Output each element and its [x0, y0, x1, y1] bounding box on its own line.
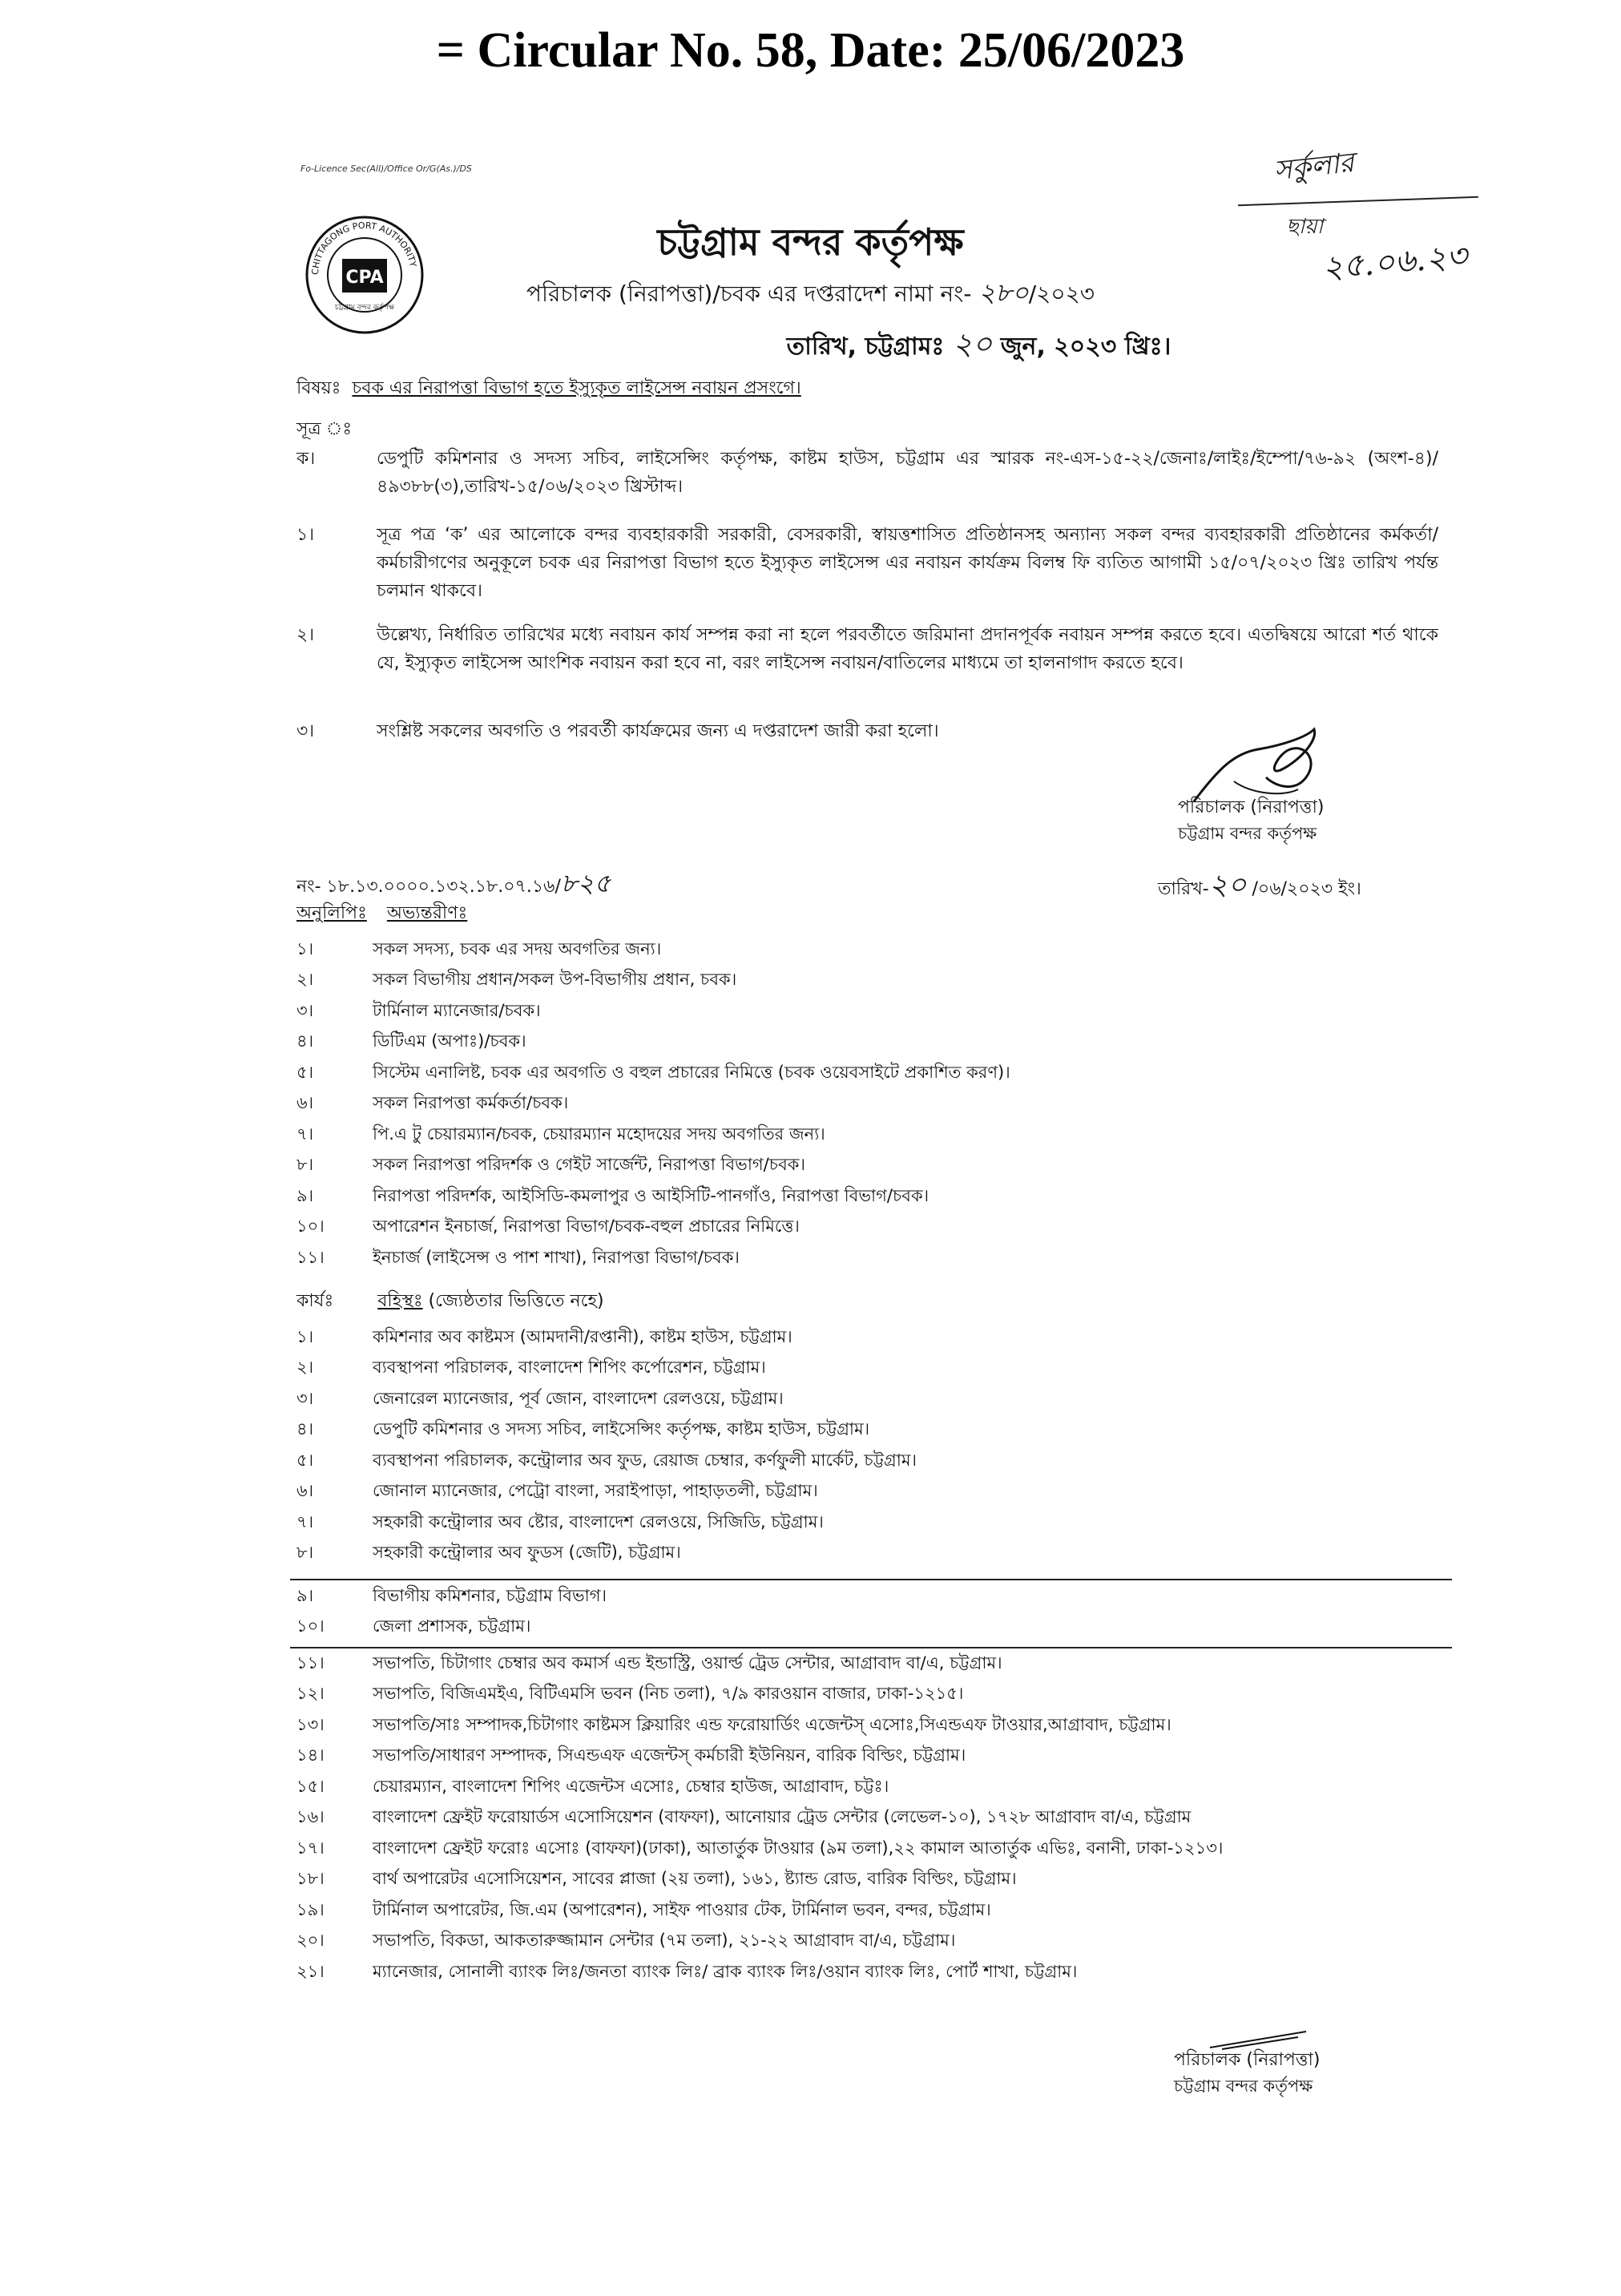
item-text: ম্যানেজার, সোনালী ব্যাংক লিঃ/জনতা ব্যাংক লিঃ/ ব্রাক ব্যাংক লিঃ/ওয়ান ব্যাংক লিঃ, পোর্ট শাখা, চট্টগ্রাম।	[373, 1961, 1078, 1981]
list-item	[296, 1680, 1458, 1711]
item-text: টার্মিনাল ম্যানেজার/চবক।	[373, 1000, 541, 1020]
item-text: ইনচার্জ (লাইসেন্স ও পাশ শাখা), নিরাপত্তা বিভাগ/চবক।	[373, 1247, 740, 1267]
paragraph-text: উল্লেখ্য, নির্ধারিত তারিখের মধ্যে নবায়ন কার্য সম্পন্ন করা না হলে পরবর্তীতে জরিমানা প্রদানপূর্বক নবায়ন সম্পন্ন করতে হবে। এতদ্বিষয়ে আরো শর্ত থাকে যে, ইস্যুকৃত লাইসেন্স আংশিক নবায়ন করা হবে না, বরং লাইসেন্স নবায়ন/বাতিলের মাধ্যমে তা হালনাগাদ করতে হবে।	[377, 625, 1438, 673]
date-prefix: তারিখ, চট্টগ্রামঃ	[786, 333, 953, 361]
item-text: চেয়ারম্যান, বাংলাদেশ শিপিং এজেন্টস এসোঃ, চেম্বার হাউজ, আগ্রাবাদ, চট্টঃ।	[373, 1776, 889, 1796]
item-number: ১৮।	[296, 1869, 325, 1889]
list-item	[296, 1243, 1458, 1274]
item-text: সকল বিভাগীয় প্রধান/সকল উপ-বিভাগীয় প্রধান, চবক।	[373, 970, 737, 990]
list-item	[296, 996, 1458, 1027]
list-item	[296, 1741, 1458, 1773]
item-text: বার্থ অপারেটর এসোসিয়েশন, সাবের প্লাজা (২য় তলা), ১৬১, ষ্ট্যান্ড রোড, বারিক বিল্ডিং, চট্টগ্রাম।	[373, 1869, 1017, 1889]
list-item	[296, 1027, 1458, 1059]
order-line-text: পরিচালক (নিরাপত্তা)/চবক এর দপ্তরাদেশ নামা নং-	[526, 280, 979, 307]
subject-text: চবক এর নিরাপত্তা বিভাগ হতে ইস্যুকৃত লাইসেন্স নবায়ন প্রসংগে।	[352, 378, 801, 398]
logo-ring-text: CHITTAGONG PORT AUTHORITY	[309, 220, 419, 276]
item-text: টার্মিনাল অপারেটর, জি.এম (অপারেশন), সাইফ পাওয়ার টেক, টার্মিনাল ভবন, বন্দর, চট্টগ্রাম।	[373, 1899, 991, 1919]
item-text: সভাপতি/সাঃ সম্পাদক,চিটাগাং কাষ্টমস ক্লিয়ারিং এন্ড ফরোয়ার্ডিং এজেন্টস্ এসোঃ,সিএন্ডএফ টাওয়ার,আগ্রাবাদ, চট্টগ্রাম।	[373, 1714, 1171, 1734]
item-number: ২।	[296, 1358, 314, 1378]
paragraph-2	[296, 621, 1438, 677]
list-item	[296, 1213, 1458, 1244]
item-number: ১৭।	[296, 1838, 325, 1858]
list-item	[296, 1581, 1458, 1612]
order-year: /২০২৩	[1028, 280, 1095, 307]
item-number: ১৬।	[296, 1807, 325, 1827]
memo-number: নং- ১৮.১৩.০০০০.১৩২.১৮.০৭.১৬/	[296, 877, 561, 897]
internal-distribution-list	[296, 934, 1458, 1274]
item-number: ২০।	[296, 1931, 325, 1951]
item-number: ১৪।	[296, 1745, 325, 1765]
item-number: ১৯।	[296, 1899, 325, 1919]
logo-mark: CPA	[345, 268, 384, 288]
item-number: ৪।	[296, 1031, 314, 1051]
paragraph-number: ৩।	[296, 721, 315, 741]
item-text: পি.এ টু চেয়ারম্যান/চবক, চেয়ারম্যান মহোদয়ের সদয় অবগতির জন্য।	[373, 1124, 825, 1144]
item-number: ২।	[296, 970, 314, 990]
item-text: জোনাল ম্যানেজার, পেট্রো বাংলা, সরাইপাড়া, পাহাড়তলী, চট্টগ্রাম।	[373, 1481, 818, 1501]
item-text: অপারেশন ইনচার্জ, নিরাপত্তা বিভাগ/চবক-বহুল প্রচারের নিমিত্তে।	[373, 1217, 800, 1237]
list-item	[296, 1089, 1458, 1120]
list-item	[296, 1322, 1458, 1354]
item-text: জেলা প্রশাসক, চট্টগ্রাম।	[373, 1616, 531, 1636]
item-text: সকল সদস্য, চবক এর সদয় অবগতির জন্য।	[373, 938, 662, 958]
item-text: কমিশনার অব কাষ্টমস (আমদানী/রপ্তানী), কাষ্টম হাউস, চট্টগ্রাম।	[373, 1326, 792, 1346]
list-item	[296, 1648, 1458, 1680]
circular-banner: = Circular No. 58, Date: 25/06/2023	[436, 23, 1185, 78]
logo-bottom-text: চট্টগ্রাম বন্দর কর্তৃপক্ষ	[334, 304, 395, 312]
paragraph-number: ২।	[296, 625, 315, 645]
item-number: ৮।	[296, 1543, 314, 1563]
reference-label: ক।	[296, 449, 316, 469]
item-number: ৪।	[296, 1419, 314, 1439]
reference-item	[296, 445, 1438, 501]
item-number: ১৫।	[296, 1776, 325, 1796]
paragraph-1	[296, 521, 1438, 605]
reference-text: ডেপুটি কমিশনার ও সদস্য সচিব, লাইসেন্সিং কর্তৃপক্ষ, কাষ্টম হাউস, চট্টগ্রাম এর স্মারক নং-এস-১৫-২২/জেনাঃ/লাইঃ/ইম্পো/৭৬-৯২ (অংশ-৪)/৪৯৩৮৮(৩),তারিখ-১৫/০৬/২০২৩ খ্রিস্টাব্দ।	[377, 449, 1438, 497]
file-code: Fo-Licence Sec(All)/Office Or/G(As.)/DS	[300, 163, 472, 174]
list-item	[296, 1446, 1458, 1477]
item-text: সকল নিরাপত্তা কর্মকর্তা/চবক।	[373, 1093, 569, 1113]
list-item	[296, 1058, 1458, 1089]
copy-heading	[296, 899, 467, 929]
item-text: ডিটিএম (অপাঃ)/চবক।	[373, 1031, 526, 1051]
list-item	[296, 1354, 1458, 1385]
list-item	[296, 1927, 1458, 1958]
organization-title: চট্টগ্রাম বন্দর কর্তৃপক্ষ	[657, 220, 964, 264]
signatory-org: চট্টগ্রাম বন্দর কর্তৃপক্ষ	[1178, 824, 1317, 843]
signatory-title: পরিচালক (নিরাপত্তা)	[1178, 797, 1325, 817]
item-number: ৬।	[296, 1093, 314, 1113]
item-number: ৮।	[296, 1155, 314, 1175]
paragraph-text: সূত্র পত্র ‘ক’ এর আলোকে বন্দর ব্যবহারকারী সরকারী, বেসরকারী, স্বায়ত্তশাসিত প্রতিষ্ঠানসহ অন্যান্য সকল বন্দর ব্যবহারকারী প্রতিষ্ঠানের কর্মকর্তা/কর্মচারীগণের অনুকূলে চবক এর নিরাপত্তা বিভাগ হতে ইস্যুকৃত লাইসেন্স এর নবায়ন কার্যক্রম বিলম্ব ফি ব্যতিত আগামী ১৫/০৭/২০২৩ খ্রিঃ তারিখ পর্যন্ত চলমান থাকবে।	[377, 525, 1438, 601]
item-text: সভাপতি, বিজিএমইএ, বিটিএমসি ভবন (নিচ তলা), ৭/৯ কারওয়ান বাজার, ঢাকা-১২১৫।	[373, 1684, 964, 1704]
list-item	[296, 1507, 1458, 1539]
date-day-handwritten: ২০	[952, 326, 993, 361]
external-distribution-list	[296, 1648, 1458, 1988]
list-item	[296, 1181, 1458, 1213]
list-item	[296, 1865, 1458, 1896]
item-number: ১১।	[296, 1247, 325, 1267]
item-text: নিরাপত্তা পরিদর্শক, আইসিডি-কমলাপুর ও আইসিটি-পানগাঁও, নিরাপত্তা বিভাগ/চবক।	[373, 1185, 929, 1205]
item-number: ১৩।	[296, 1714, 325, 1734]
list-item	[296, 966, 1458, 997]
order-number-handwritten: ২৮০	[978, 277, 1029, 308]
signature-block-2	[1174, 2048, 1320, 2099]
memo-date-suffix: /০৬/২০২৩ ইং।	[1246, 879, 1361, 899]
handwritten-note-top: সর্কুলার	[1272, 146, 1356, 188]
external-distribution-list	[296, 1322, 1458, 1569]
signature-block-1	[1178, 795, 1324, 846]
paragraph-text: সংশ্লিষ্ট সকলের অবগতি ও পরবর্তী কার্যক্রমের জন্য এ দপ্তরাদেশ জারী করা হলো।	[377, 721, 939, 741]
item-number: ৫।	[296, 1062, 314, 1082]
item-text: সকল নিরাপত্তা পরিদর্শক ও গেইট সার্জেন্ট, নিরাপত্তা বিভাগ/চবক।	[373, 1155, 805, 1175]
list-item	[296, 1957, 1458, 1988]
list-item	[296, 1151, 1458, 1182]
list-item	[296, 1384, 1458, 1415]
copy-label: অনুলিপিঃ	[296, 903, 367, 923]
item-number: ১১।	[296, 1652, 325, 1673]
paragraph-number: ১।	[296, 525, 315, 545]
subject-line	[296, 374, 801, 404]
item-number: ৭।	[296, 1511, 314, 1531]
item-text: সিস্টেম এনালিষ্ট, চবক এর অবগতি ও বহুল প্রচারের নিমিত্তে (চবক ওয়েবসাইটে প্রকাশিত করণ)।	[373, 1062, 1010, 1082]
item-text: ব্যবস্থাপনা পরিচালক, কন্ট্রোলার অব ফুড, রেয়াজ চেম্বার, কর্ণফুলী মার্কেট, চট্টগ্রাম।	[373, 1450, 917, 1470]
external-distribution-list	[296, 1581, 1458, 1643]
list-item	[296, 1539, 1458, 1570]
item-text: বিভাগীয় কমিশনার, চট্টগ্রাম বিভাগ।	[373, 1585, 607, 1605]
item-text: ব্যবস্থাপনা পরিচালক, বাংলাদেশ শিপিং কর্পোরেশন, চট্টগ্রাম।	[373, 1358, 766, 1378]
list-item	[296, 1772, 1458, 1803]
order-number-line	[0, 272, 1621, 316]
list-item	[296, 1803, 1458, 1834]
memo-date-line	[1158, 863, 1361, 911]
internal-label: অভ্যন্তরীণঃ	[386, 903, 468, 923]
handwritten-note-middle: ছায়া	[1286, 215, 1324, 239]
external-note: (জ্যেষ্ঠতার ভিত্তিতে নহে)	[422, 1291, 604, 1311]
item-number: ১০।	[296, 1217, 325, 1237]
item-number: ১০।	[296, 1616, 325, 1636]
date-suffix: জুন, ২০২৩ খ্রিঃ।	[992, 333, 1171, 361]
item-number: ১।	[296, 938, 314, 958]
memo-date-handwritten: ২০	[1208, 869, 1247, 902]
external-heading	[296, 1287, 604, 1317]
subject-label: বিষয়ঃ	[296, 378, 341, 398]
list-item	[296, 1477, 1458, 1508]
item-text: বাংলাদেশ ফ্রেইট ফরোয়ার্ডস এসোসিয়েশন (বাফফা), আনোয়ার ট্রেড সেন্টার (লেভেল-১০), ১৭২৮ আগ্রাবাদ বা/এ, চট্টগ্রাম	[373, 1807, 1192, 1827]
handwritten-underline	[1238, 196, 1478, 206]
item-number: ৬।	[296, 1481, 314, 1501]
signatory-org: চট্টগ্রাম বন্দর কর্তৃপক্ষ	[1174, 2076, 1313, 2096]
item-number: ৭।	[296, 1124, 314, 1144]
list-item	[296, 1120, 1458, 1151]
issue-date-line	[0, 321, 1621, 372]
list-item	[296, 1415, 1458, 1447]
item-text: সহকারী কন্ট্রোলার অব ফুডস (জেটি), চট্টগ্রাম।	[373, 1543, 681, 1563]
memo-number-handwritten: ৮২৫	[560, 868, 611, 898]
item-text: বাংলাদেশ ফ্রেইট ফরোঃ এসোঃ (বাফফা)(ঢাকা), আতার্তুক টাওয়ার (৯ম তলা),২২ কামাল আতার্তুক এভিঃ, বনানী, ঢাকা-১২১৩।	[373, 1838, 1224, 1858]
handwritten-note-date: ২৫.০৬.২৩	[1321, 237, 1469, 287]
item-text: সভাপতি, চিটাগাং চেম্বার অব কমার্স এন্ড ইন্ডাস্ট্রি, ওয়ার্ল্ড ট্রেড সেন্টার, আগ্রাবাদ বা/এ, চট্টগ্রাম।	[373, 1652, 1002, 1673]
item-number: ৩।	[296, 1000, 314, 1020]
item-number: ৫।	[296, 1450, 314, 1470]
item-number: ৩।	[296, 1388, 314, 1408]
memo-date-prefix: তারিখ-	[1158, 879, 1209, 899]
list-item	[296, 1612, 1458, 1644]
item-number: ২১।	[296, 1961, 325, 1981]
reference-heading: সূত্র ঃ	[296, 419, 353, 439]
item-number: ৯।	[296, 1185, 314, 1205]
item-number: ৯।	[296, 1585, 314, 1605]
item-text: ডেপুটি কমিশনার ও সদস্য সচিব, লাইসেন্সিং কর্তৃপক্ষ, কাষ্টম হাউস, চট্টগ্রাম।	[373, 1419, 870, 1439]
list-item	[296, 934, 1458, 966]
signatory-title: পরিচালক (নিরাপত্তা)	[1174, 2050, 1321, 2070]
divider	[290, 1579, 1452, 1580]
action-label: কার্যঃ	[296, 1291, 334, 1311]
item-text: সভাপতি/সাধারণ সম্পাদক, সিএন্ডএফ এজেন্টস্ কর্মচারী ইউনিয়ন, বারিক বিল্ডিং, চট্টগ্রাম।	[373, 1745, 966, 1765]
external-label: বহিস্থঃ	[377, 1291, 423, 1311]
list-item	[296, 1895, 1458, 1927]
item-text: সভাপতি, বিকডা, আকতারুজ্জামান সেন্টার (৭ম তলা), ২১-২২ আগ্রাবাদ বা/এ, চট্টগ্রাম।	[373, 1931, 956, 1951]
item-text: জেনারেল ম্যানেজার, পূর্ব জোন, বাংলাদেশ রেলওয়ে, চট্টগ্রাম।	[373, 1388, 784, 1408]
item-number: ১২।	[296, 1684, 325, 1704]
list-item	[296, 1710, 1458, 1741]
item-text: সহকারী কন্ট্রোলার অব ষ্টোর, বাংলাদেশ রেলওয়ে, সিজিডি, চট্টগ্রাম।	[373, 1511, 824, 1531]
list-item	[296, 1834, 1458, 1865]
item-number: ১।	[296, 1326, 314, 1346]
